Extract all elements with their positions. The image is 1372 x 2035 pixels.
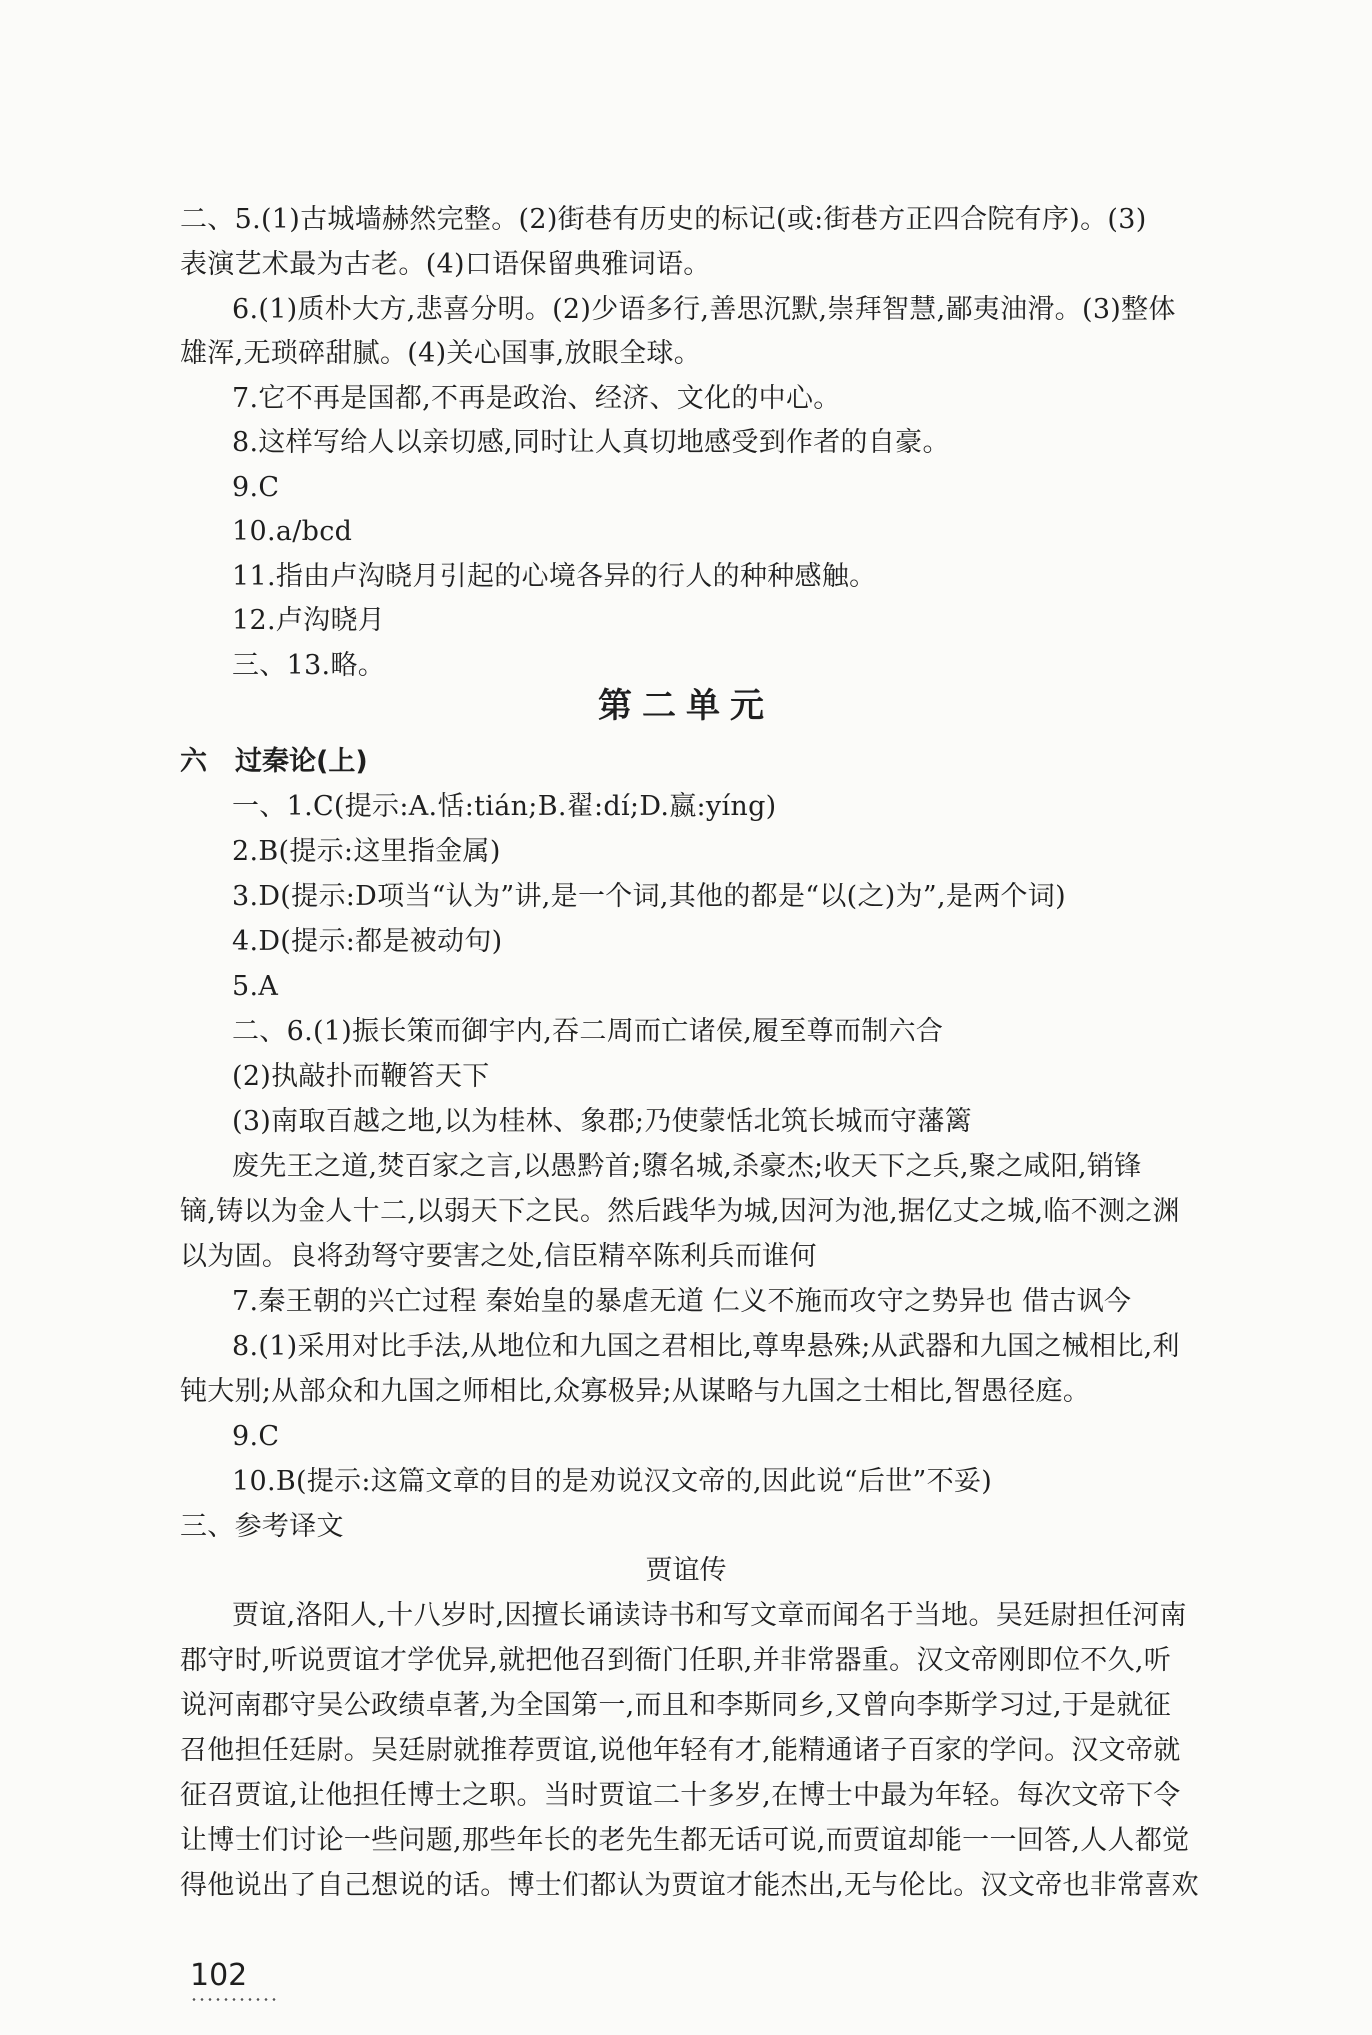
- translation-line: 郡守时,听说贾谊才学优异,就把他召到衙门任职,并非常器重。汉文帝刚即位不久,听: [180, 1645, 1172, 1676]
- answer-line: 10.B(提示:这篇文章的目的是劝说汉文帝的,因此说“后世”不妥): [232, 1466, 993, 1497]
- answer-line: 二、5.(1)古城墙赫然完整。(2)街巷有历史的标记(或:街巷方正四合院有序)。(3): [180, 204, 1147, 235]
- translation-line: 说河南郡守吴公政绩卓著,为全国第一,而且和李斯同乡,又曾向李斯学习过,于是就征: [180, 1690, 1172, 1721]
- answer-line: 7.秦王朝的兴亡过程 秦始皇的暴虐无道 仁义不施而攻守之势异也 借古讽今: [232, 1286, 1132, 1317]
- answer-line: 钝大别;从部众和九国之师相比,众寡极异;从谋略与九国之士相比,智愚径庭。: [180, 1376, 1091, 1407]
- translation-line: 召他担任廷尉。吴廷尉就推荐贾谊,说他年轻有才,能精通诸子百家的学问。汉文帝就: [180, 1735, 1181, 1766]
- translation-line: 让博士们讨论一些问题,那些年长的老先生都无话可说,而贾谊却能一一回答,人人都觉: [180, 1825, 1190, 1856]
- answer-line: 废先王之道,焚百家之言,以愚黔首;隳名城,杀豪杰;收天下之兵,聚之咸阳,销锋: [232, 1151, 1142, 1182]
- answer-line: 三、参考译文: [180, 1511, 344, 1542]
- answer-line: 一、1.C(提示:A.恬:tián;B.翟:dí;D.嬴:yíng): [232, 791, 777, 822]
- answer-line: 11.指由卢沟晓月引起的心境各异的行人的种种感触。: [232, 561, 877, 592]
- answer-line: 12.卢沟晓月: [232, 605, 386, 636]
- answer-line: 表演艺术最为古老。(4)口语保留典雅词语。: [180, 249, 711, 280]
- lesson-number: 六: [180, 746, 207, 777]
- answer-line: (3)南取百越之地,以为桂林、象郡;乃使蒙恬北筑长城而守藩篱: [232, 1106, 972, 1137]
- answer-line: 三、13.略。: [232, 650, 386, 681]
- translation-line: 贾谊,洛阳人,十八岁时,因擅长诵读诗书和写文章而闻名于当地。吴廷尉担任河南: [232, 1600, 1187, 1631]
- answer-line: 10.a/bcd: [232, 516, 353, 547]
- translation-line: 得他说出了自己想说的话。博士们都认为贾谊才能杰出,无与伦比。汉文帝也非常喜欢: [180, 1870, 1199, 1901]
- lesson-heading: [180, 740, 368, 784]
- answer-line: 6.(1)质朴大方,悲喜分明。(2)少语多行,善思沉默,崇拜智慧,鄙夷油滑。(3)整体: [232, 294, 1176, 325]
- answer-line: 5.A: [232, 971, 279, 1002]
- answer-line: 3.D(提示:D项当“认为”讲,是一个词,其他的都是“以(之)为”,是两个词): [232, 881, 1066, 912]
- answer-line: 9.C: [232, 1421, 280, 1452]
- answer-line: 4.D(提示:都是被动句): [232, 926, 503, 957]
- answer-line: (2)执敲扑而鞭笞天下: [232, 1061, 490, 1092]
- answer-line: 9.C: [232, 472, 280, 503]
- answer-line: 二、6.(1)振长策而御宇内,吞二周而亡诸侯,履至尊而制六合: [232, 1016, 944, 1047]
- answer-line: 8.(1)采用对比手法,从地位和九国之君相比,尊卑悬殊;从武器和九国之械相比,利: [232, 1331, 1180, 1362]
- answer-line: 2.B(提示:这里指金属): [232, 836, 501, 867]
- translation-line: 征召贾谊,让他担任博士之职。当时贾谊二十多岁,在博士中最为年轻。每次文帝下令: [180, 1780, 1181, 1811]
- page-number: 102: [190, 1958, 248, 1993]
- translation-title: 贾谊传: [645, 1555, 727, 1586]
- unit-title: 第二单元: [598, 686, 774, 726]
- answer-line: 7.它不再是国都,不再是政治、经济、文化的中心。: [232, 383, 841, 414]
- page-number-underline: [190, 1998, 280, 2001]
- answer-line: 雄浑,无琐碎甜腻。(4)关心国事,放眼全球。: [180, 338, 702, 369]
- answer-line: 镝,铸以为金人十二,以弱天下之民。然后践华为城,因河为池,据亿丈之城,临不测之渊: [180, 1196, 1180, 1227]
- answer-line: 以为固。良将劲弩守要害之处,信臣精卒陈利兵而谁何: [180, 1241, 817, 1272]
- answer-line: 8.这样写给人以亲切感,同时让人真切地感受到作者的自豪。: [232, 427, 950, 458]
- lesson-title: 过秦论(上): [235, 746, 368, 777]
